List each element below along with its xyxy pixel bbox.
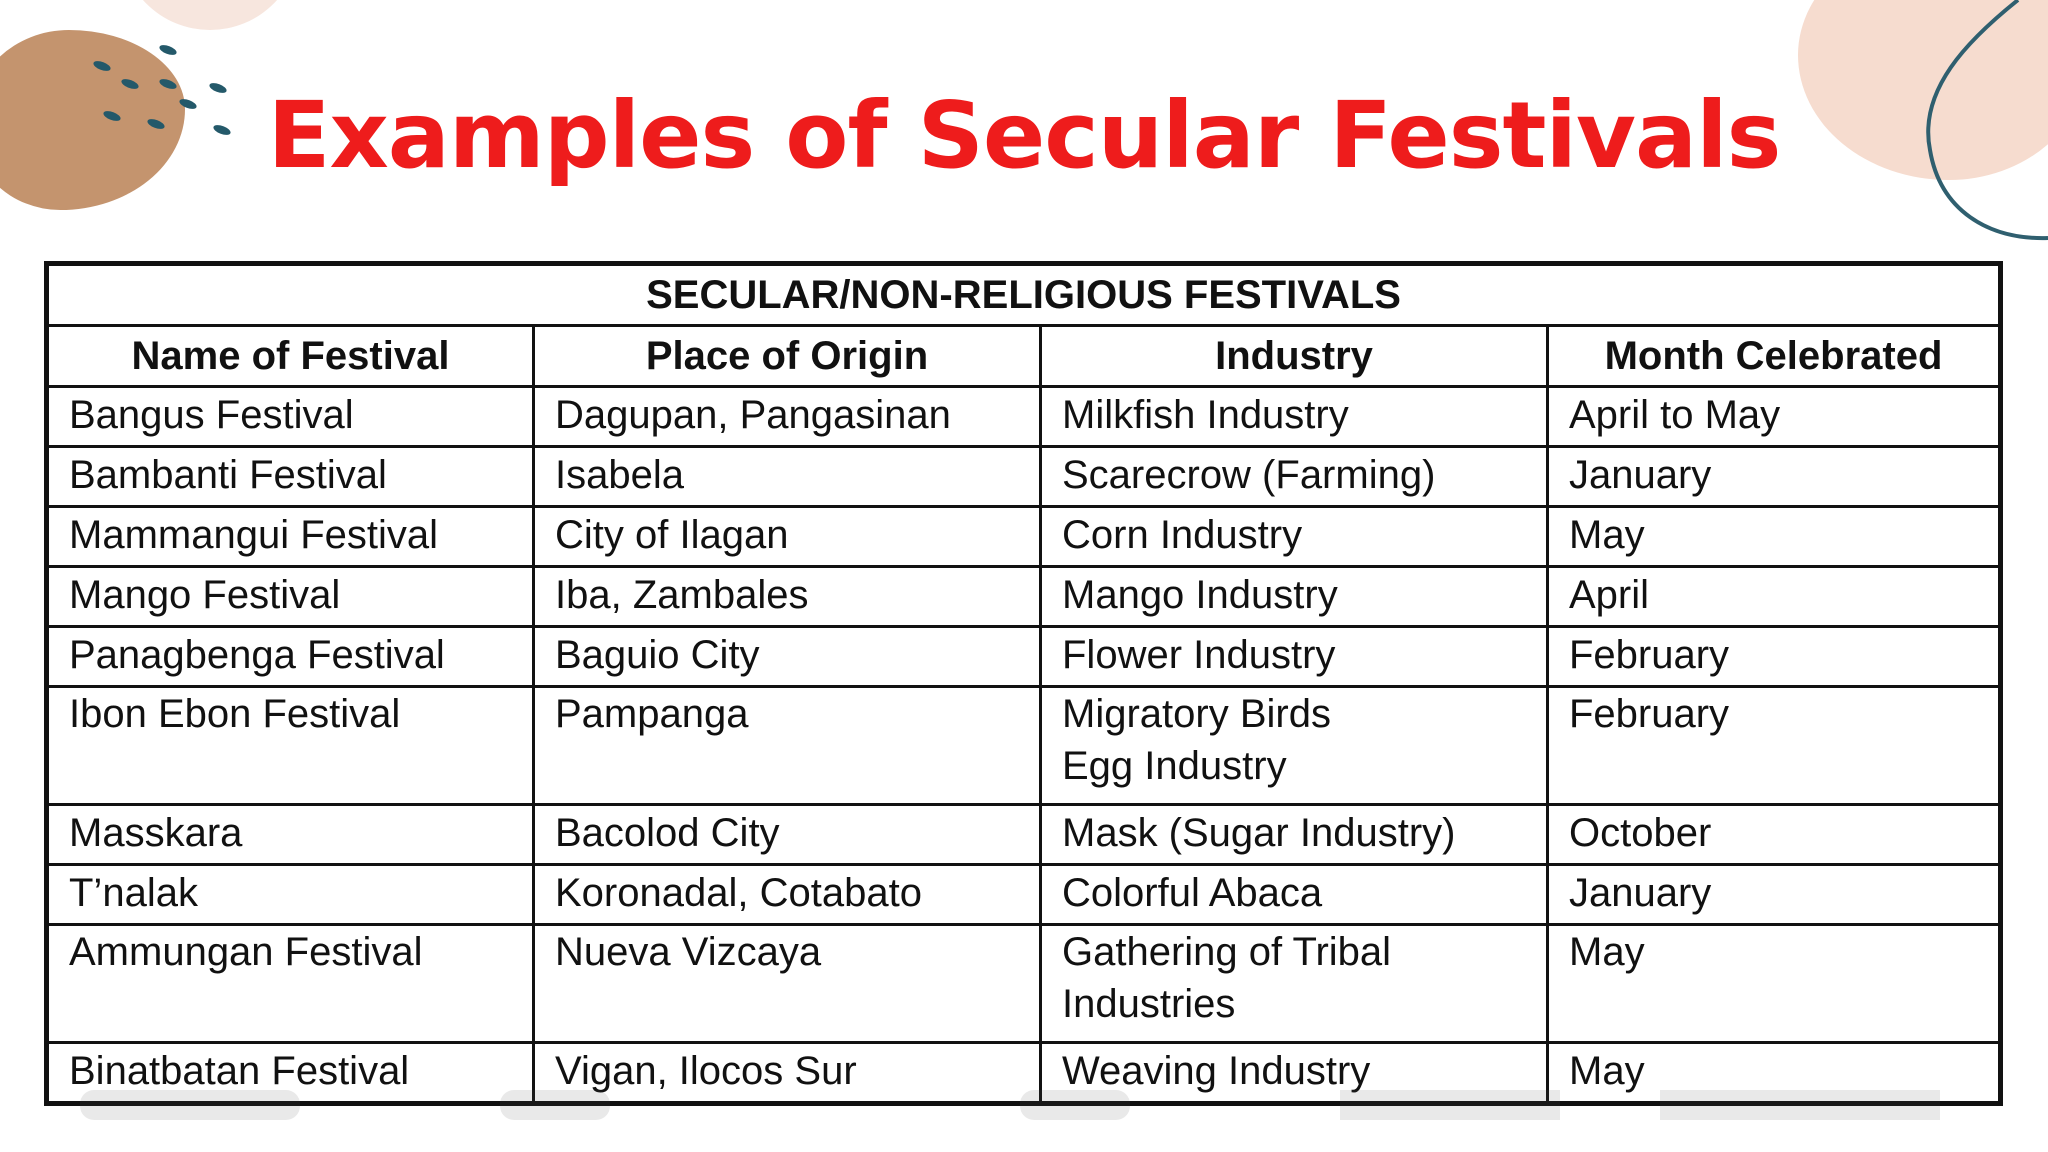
month-cell: April	[1548, 567, 2001, 627]
festival-name-cell: Mammangui Festival	[47, 507, 534, 567]
table-row	[47, 865, 2001, 925]
table-row	[47, 387, 2001, 447]
decorative-peach-blob-left	[120, 0, 300, 30]
month-cell: May	[1548, 925, 2001, 1043]
month-cell: January	[1548, 865, 2001, 925]
month-cell: February	[1548, 687, 2001, 805]
table-row	[47, 925, 2001, 1043]
place-cell: City of Ilagan	[534, 507, 1041, 567]
place-cell: Bacolod City	[534, 805, 1041, 865]
industry-cell: Mask (Sugar Industry)	[1041, 805, 1548, 865]
table-row	[47, 447, 2001, 507]
place-cell: Iba, Zambales	[534, 567, 1041, 627]
month-cell: October	[1548, 805, 2001, 865]
place-cell: Koronadal, Cotabato	[534, 865, 1041, 925]
festival-name-cell: Bambanti Festival	[47, 447, 534, 507]
column-header-industry: Industry	[1041, 326, 1548, 387]
industry-cell: Scarecrow (Farming)	[1041, 447, 1548, 507]
table-header-row	[47, 326, 2001, 387]
month-cell: February	[1548, 627, 2001, 687]
table-row	[47, 507, 2001, 567]
festival-name-cell: Bangus Festival	[47, 387, 534, 447]
month-cell: April to May	[1548, 387, 2001, 447]
industry-cell: Gathering of Tribal Industries	[1041, 925, 1548, 1043]
place-cell: Baguio City	[534, 627, 1041, 687]
industry-cell: Mango Industry	[1041, 567, 1548, 627]
festival-name-cell: Mango Festival	[47, 567, 534, 627]
place-cell: Nueva Vizcaya	[534, 925, 1041, 1043]
month-cell: May	[1548, 507, 2001, 567]
page-title: Examples of Secular Festivals	[267, 82, 1781, 189]
faint-watermark	[80, 1080, 1980, 1120]
festival-name-cell: Binatbatan Festival	[47, 1043, 534, 1104]
industry-cell: Flower Industry	[1041, 627, 1548, 687]
table-row	[47, 567, 2001, 627]
place-cell: Dagupan, Pangasinan	[534, 387, 1041, 447]
place-cell: Vigan, Ilocos Sur	[534, 1043, 1041, 1104]
place-cell: Isabela	[534, 447, 1041, 507]
table-row	[47, 687, 2001, 805]
industry-cell: Weaving Industry	[1041, 1043, 1548, 1104]
industry-cell: Milkfish Industry	[1041, 387, 1548, 447]
festival-name-cell: Ibon Ebon Festival	[47, 687, 534, 805]
industry-cell: Corn Industry	[1041, 507, 1548, 567]
month-cell: May	[1548, 1043, 2001, 1104]
festival-name-cell: Panagbenga Festival	[47, 627, 534, 687]
month-cell: January	[1548, 447, 2001, 507]
festival-name-cell: Masskara	[47, 805, 534, 865]
table-caption: SECULAR/NON-RELIGIOUS FESTIVALS	[47, 264, 2001, 326]
festival-name-cell: Ammungan Festival	[47, 925, 534, 1043]
industry-cell: Migratory Birds Egg Industry	[1041, 687, 1548, 805]
festivals-table	[44, 261, 2003, 1106]
column-header-name: Name of Festival	[47, 326, 534, 387]
table-row	[47, 627, 2001, 687]
industry-cell: Colorful Abaca	[1041, 865, 1548, 925]
column-header-place: Place of Origin	[534, 326, 1041, 387]
column-header-month: Month Celebrated	[1548, 326, 2001, 387]
place-cell: Pampanga	[534, 687, 1041, 805]
festival-name-cell: T’nalak	[47, 865, 534, 925]
table-row	[47, 805, 2001, 865]
